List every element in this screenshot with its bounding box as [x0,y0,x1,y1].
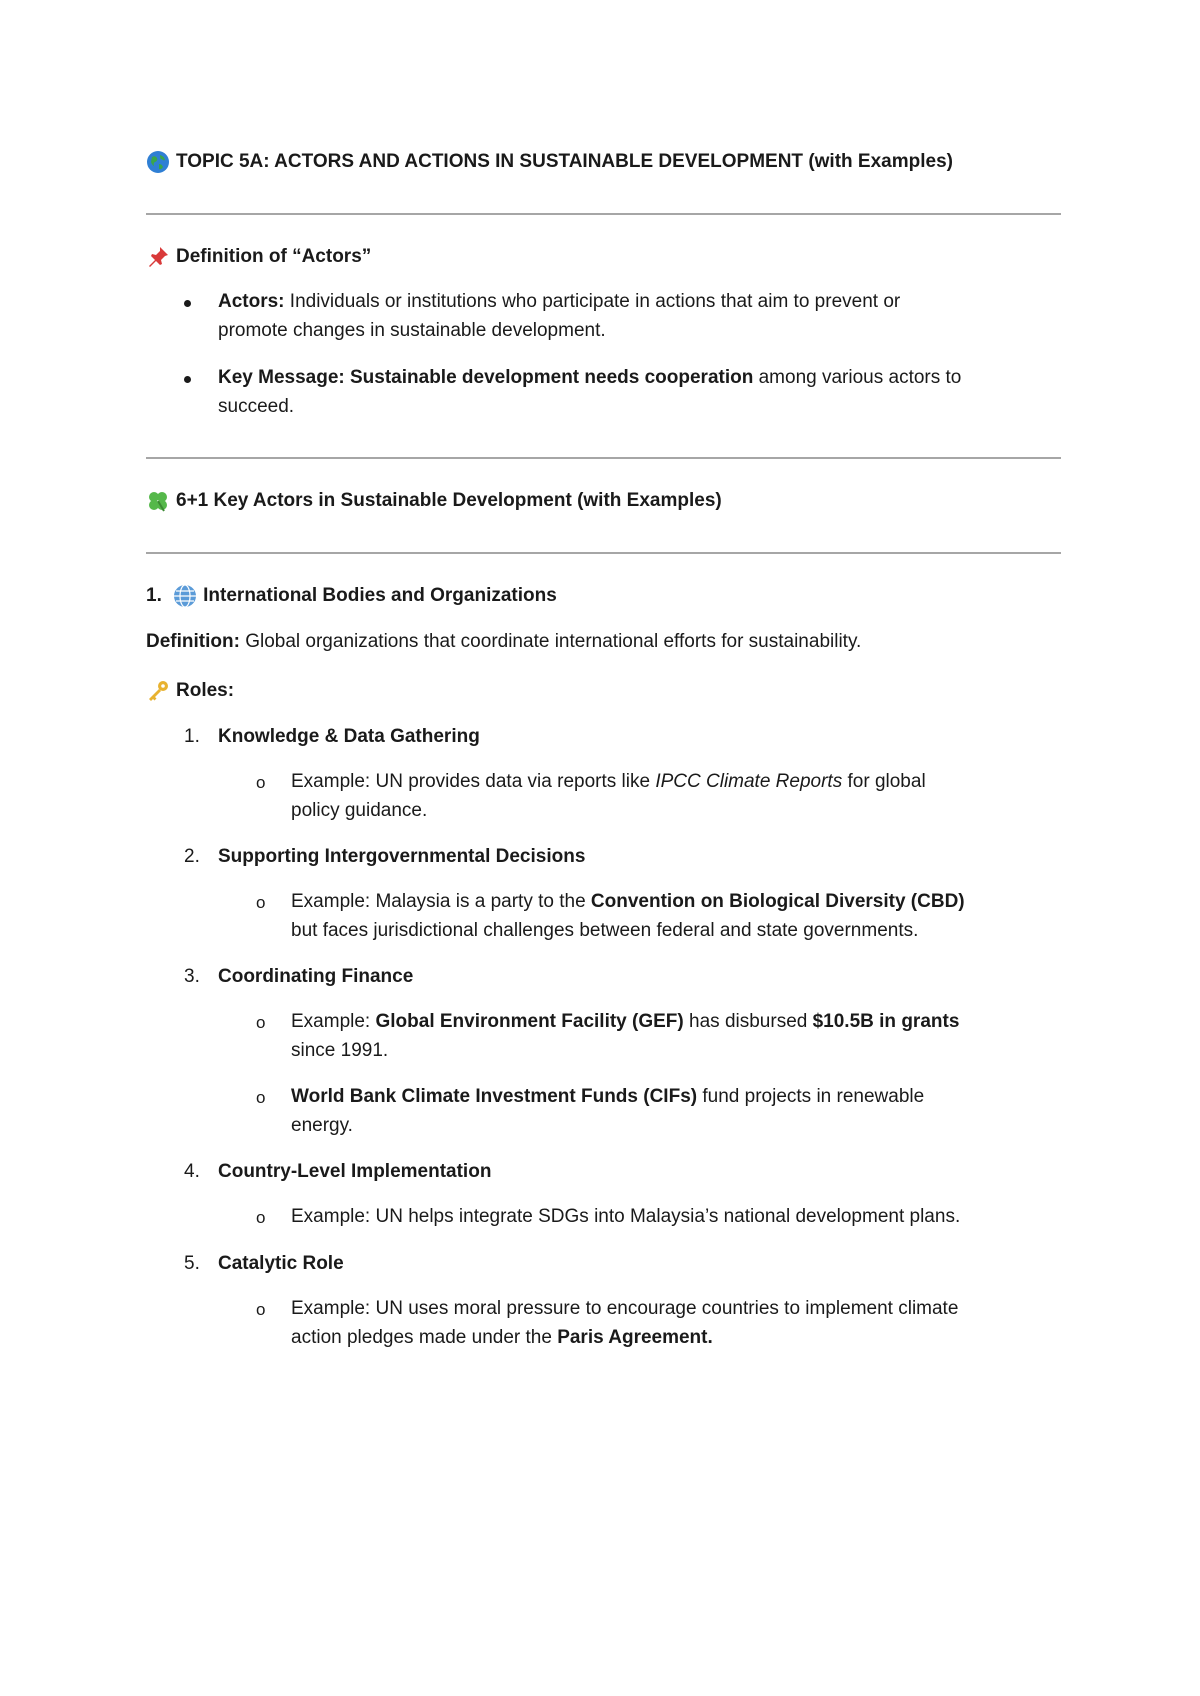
sub-bullet: o [256,893,266,912]
role-example [291,1007,1071,1065]
def-item-text: promote changes in sustainable development. [218,320,606,341]
example-text: action pledges made under the [291,1327,558,1348]
def-item-text: Individuals or institutions who participate in actions that aim to prevent or [284,291,901,312]
example-text: Example: UN uses moral pressure to encourage countries to implement climate [291,1298,959,1319]
role-number: 3. [184,966,200,987]
example-bold: $10.5B in grants [812,1011,960,1032]
example-text: Example: Malaysia is a party to the [291,891,591,912]
network-globe-icon [173,584,197,608]
example-text: but faces jurisdictional challenges between federal and state governments. [291,920,919,941]
sub-bullet: o [256,1300,266,1319]
sub-bullet: o [256,1088,266,1107]
role-example [291,767,1071,825]
example-text: energy. [291,1115,353,1136]
pushpin-icon [146,245,170,269]
clover-icon [146,489,170,513]
definition-heading [146,245,371,269]
key-icon [146,679,170,703]
example-text: for global [842,771,926,792]
title-text: TOPIC 5A: ACTORS AND ACTIONS IN SUSTAINABLE DEVELOPMENT (with Examples) [176,151,953,173]
bullet-dot [184,300,191,307]
def-item-actors [218,287,1058,345]
def-item-text: succeed. [218,396,295,417]
key-actors-heading-text: 6+1 Key Actors in Sustainable Development (with Examples) [176,490,722,512]
role-title: Knowledge & Data Gathering [218,726,480,747]
role-title: Catalytic Role [218,1253,344,1274]
role-number: 4. [184,1161,200,1182]
example-bold: Paris Agreement. [557,1327,713,1348]
example-text: Example: [291,1011,376,1032]
role-title: Country-Level Implementation [218,1161,492,1182]
def-item-bold: Sustainable development needs cooperation [344,367,754,388]
roles-label: Roles: [176,680,235,702]
def-item-label: Actors: [218,291,285,312]
example-text: fund projects in renewable [697,1086,925,1107]
role-title: Supporting Intergovernmental Decisions [218,846,586,867]
example-text: policy guidance. [291,800,428,821]
section-heading-text: International Bodies and Organizations [203,585,557,607]
example-bold: World Bank Climate Investment Funds (CIFs) [291,1086,698,1107]
section-heading [146,584,557,608]
globe-icon [146,150,170,174]
role-example [291,887,1071,945]
role-number: 1. [184,726,200,747]
role-example [291,1294,1091,1352]
def-item-key-message [218,363,1068,421]
divider [146,213,1061,215]
bullet-dot [184,376,191,383]
key-actors-heading [146,489,722,513]
example-text: Example: UN helps integrate SDGs into Malaysia’s national development plans. [291,1206,961,1227]
page-title [146,150,953,174]
def-item-label: Key Message: [218,367,345,388]
role-number: 5. [184,1253,200,1274]
role-title: Coordinating Finance [218,966,414,987]
example-italic: IPCC Climate Reports [655,771,843,792]
example-text: has disbursed [683,1011,813,1032]
definition-label: Definition: [146,631,240,652]
def-item-text: among various actors to [753,367,962,388]
roles-heading [146,679,234,703]
sub-bullet: o [256,1013,266,1032]
example-text: Example: UN provides data via reports like [291,771,656,792]
example-bold: Convention on Biological Diversity (CBD) [590,891,965,912]
section-number: 1. [146,585,162,607]
divider [146,552,1061,554]
example-bold: Global Environment Facility (GEF) [375,1011,684,1032]
sub-bullet: o [256,773,266,792]
section-definition [146,631,861,653]
role-number: 2. [184,846,200,867]
definition-heading-text: Definition of “Actors” [176,246,372,268]
sub-bullet: o [256,1208,266,1227]
role-example [291,1082,1071,1140]
divider [146,457,1061,459]
definition-text: Global organizations that coordinate international efforts for sustainability. [239,631,862,652]
role-example [291,1202,1091,1231]
example-text: since 1991. [291,1040,389,1061]
